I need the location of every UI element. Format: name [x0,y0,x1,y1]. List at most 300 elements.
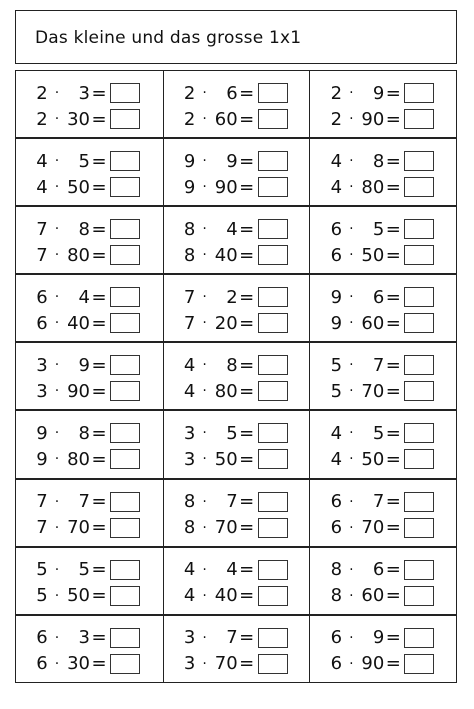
factor-a: 4 [330,150,343,172]
small-multiplication [36,286,140,308]
multiply-dot: · [54,357,60,374]
equals-sign: = [239,517,255,539]
large-multiplication [184,653,288,675]
factor-b: 9 [372,627,385,649]
equals-sign: = [239,627,255,649]
small-multiplication [184,286,288,308]
factor-b: 2 [226,286,238,308]
small-multiplication [184,422,288,444]
equals-sign: = [239,559,255,581]
factor-a: 2 [183,82,196,104]
small-multiplication [330,422,434,444]
factor-a: 7 [36,244,48,266]
equals-sign: = [91,108,107,130]
factor-a: 7 [36,218,48,240]
multiply-dot: · [349,221,354,238]
exercise-row [15,547,457,615]
answer-box[interactable] [404,560,434,580]
answer-box[interactable] [110,654,140,674]
small-multiplication [184,559,288,581]
exercise-cell [309,411,456,477]
multiply-dot: · [54,629,60,646]
equals-sign: = [385,422,401,444]
factor-b: 90 [67,380,90,402]
factor-b: 70 [214,653,238,675]
answer-box[interactable] [110,381,140,401]
answer-box[interactable] [258,518,288,538]
small-multiplication [184,627,288,649]
equals-sign: = [385,150,401,172]
exercise-cell [309,480,456,546]
factor-b: 50 [361,448,385,470]
equals-sign: = [385,627,401,649]
exercise-cell [16,343,163,409]
factor-a: 3 [183,627,196,649]
factor-b: 70 [361,517,385,539]
factor-b: 5 [78,150,90,172]
small-multiplication [36,150,140,172]
factor-b: 90 [214,176,238,198]
equals-sign: = [385,585,401,607]
factor-b: 9 [78,354,90,376]
factor-a: 5 [36,559,48,581]
factor-a: 4 [330,176,343,198]
factor-b: 7 [372,354,385,376]
factor-a: 4 [36,150,48,172]
equals-sign: = [239,108,255,130]
answer-box[interactable] [258,245,288,265]
answer-box[interactable] [110,492,140,512]
answer-box[interactable] [258,381,288,401]
exercise-cell [309,548,456,614]
large-multiplication [36,448,140,470]
equals-sign: = [91,354,107,376]
multiply-dot: · [54,221,60,238]
equals-sign: = [239,244,255,266]
multiply-dot: · [54,383,60,400]
exercise-cell [163,275,310,341]
equals-sign: = [239,653,255,675]
equals-sign: = [91,286,107,308]
factor-a: 8 [183,517,196,539]
factor-a: 4 [183,354,196,376]
small-multiplication [330,286,434,308]
multiply-dot: · [349,153,354,170]
multiply-dot: · [54,179,60,196]
small-multiplication [36,82,140,104]
factor-b: 90 [361,108,385,130]
equals-sign: = [385,559,401,581]
multiply-dot: · [54,315,60,332]
factor-a: 6 [330,627,343,649]
equals-sign: = [385,218,401,240]
factor-a: 6 [36,312,48,334]
multiply-dot: · [349,315,354,332]
factor-a: 9 [330,286,343,308]
answer-box[interactable] [258,654,288,674]
multiply-dot: · [54,561,60,578]
equals-sign: = [385,380,401,402]
factor-a: 9 [183,176,196,198]
small-multiplication [36,218,140,240]
multiply-dot: · [349,451,354,468]
factor-a: 3 [36,354,48,376]
factor-b: 8 [78,218,90,240]
factor-a: 5 [330,380,343,402]
factor-b: 8 [226,354,238,376]
factor-b: 3 [78,627,90,649]
factor-a: 9 [36,422,48,444]
multiply-dot: · [54,153,60,170]
factor-a: 2 [183,108,196,130]
factor-b: 6 [226,82,238,104]
factor-a: 3 [183,422,196,444]
small-multiplication [36,559,140,581]
factor-a: 9 [36,448,48,470]
answer-box[interactable] [110,313,140,333]
answer-box[interactable] [258,628,288,648]
multiply-dot: · [202,153,207,170]
factor-b: 60 [361,585,385,607]
factor-a: 5 [36,585,48,607]
factor-b: 80 [67,448,90,470]
exercise-cell [16,71,163,137]
exercise-row [15,138,457,206]
factor-a: 4 [330,422,343,444]
factor-b: 5 [226,422,238,444]
answer-box[interactable] [404,151,434,171]
multiply-dot: · [54,289,60,306]
answer-box[interactable] [110,109,140,129]
equals-sign: = [91,559,107,581]
large-multiplication [330,380,434,402]
large-multiplication [184,176,288,198]
answer-box[interactable] [258,560,288,580]
factor-a: 9 [183,150,196,172]
equals-sign: = [385,517,401,539]
factor-a: 4 [36,176,48,198]
large-multiplication [36,653,140,675]
exercise-cell [16,139,163,205]
answer-box[interactable] [110,628,140,648]
multiply-dot: · [349,111,354,127]
multiply-dot: · [202,561,207,578]
exercise-cell [16,207,163,273]
factor-b: 90 [361,653,385,675]
answer-box[interactable] [258,287,288,307]
large-multiplication [184,380,288,402]
equals-sign: = [385,354,401,376]
factor-a: 6 [36,286,48,308]
factor-a: 6 [36,653,48,675]
factor-a: 3 [183,653,196,675]
answer-box[interactable] [110,586,140,606]
answer-box[interactable] [258,219,288,239]
answer-box[interactable] [404,423,434,443]
multiply-dot: · [54,451,60,468]
answer-box[interactable] [110,287,140,307]
exercise-cell [163,616,310,682]
equals-sign: = [239,491,255,513]
exercise-grid [15,70,457,683]
answer-box[interactable] [404,177,434,197]
equals-sign: = [91,176,107,198]
multiply-dot: · [202,221,207,238]
answer-box[interactable] [110,355,140,375]
small-multiplication [184,354,288,376]
small-multiplication [36,422,140,444]
multiply-dot: · [349,289,354,306]
factor-b: 50 [67,585,90,607]
answer-box[interactable] [258,313,288,333]
factor-a: 4 [183,559,196,581]
large-multiplication [184,517,288,539]
factor-b: 8 [78,422,90,444]
equals-sign: = [385,108,401,130]
factor-b: 70 [67,517,90,539]
factor-b: 5 [78,559,90,581]
equals-sign: = [239,176,255,198]
answer-box[interactable] [258,177,288,197]
exercise-cell [309,616,456,682]
factor-a: 6 [36,627,48,649]
factor-b: 7 [78,491,90,513]
factor-b: 8 [372,150,385,172]
multiply-dot: · [54,425,60,442]
factor-a: 6 [330,218,343,240]
multiply-dot: · [54,655,60,672]
equals-sign: = [239,150,255,172]
exercise-row [15,410,457,478]
factor-a: 8 [183,244,196,266]
factor-a: 3 [183,448,196,470]
factor-a: 6 [330,491,343,513]
equals-sign: = [91,244,107,266]
factor-a: 6 [330,517,343,539]
answer-box[interactable] [404,449,434,469]
multiply-dot: · [202,425,207,442]
multiply-dot: · [202,383,207,400]
large-multiplication [36,244,140,266]
exercise-row [15,274,457,342]
answer-box[interactable] [404,492,434,512]
multiply-dot: · [349,179,354,196]
answer-box[interactable] [110,560,140,580]
large-multiplication [330,517,434,539]
answer-box[interactable] [110,219,140,239]
small-multiplication [36,491,140,513]
exercise-cell [163,548,310,614]
small-multiplication [330,559,434,581]
answer-box[interactable] [404,586,434,606]
factor-a: 6 [330,653,343,675]
answer-box[interactable] [404,313,434,333]
multiply-dot: · [54,587,60,604]
large-multiplication [36,380,140,402]
factor-b: 40 [214,585,238,607]
answer-box[interactable] [404,381,434,401]
factor-a: 7 [183,312,196,334]
answer-box[interactable] [404,628,434,648]
factor-a: 3 [36,380,48,402]
factor-b: 4 [226,218,238,240]
equals-sign: = [239,286,255,308]
exercise-cell [163,207,310,273]
equals-sign: = [239,312,255,334]
large-multiplication [36,585,140,607]
answer-box[interactable] [258,83,288,103]
exercise-cell [163,411,310,477]
answer-box[interactable] [404,219,434,239]
multiply-dot: · [202,289,207,306]
large-multiplication [330,653,434,675]
small-multiplication [184,82,288,104]
equals-sign: = [239,585,255,607]
factor-a: 8 [183,218,196,240]
equals-sign: = [385,286,401,308]
exercise-cell [309,71,456,137]
equals-sign: = [385,653,401,675]
small-multiplication [36,627,140,649]
factor-b: 50 [361,244,385,266]
multiply-dot: · [349,493,354,510]
answer-box[interactable] [404,83,434,103]
equals-sign: = [385,448,401,470]
exercise-cell [16,548,163,614]
factor-b: 80 [67,244,90,266]
factor-a: 5 [330,354,343,376]
factor-b: 40 [67,312,90,334]
large-multiplication [184,585,288,607]
large-multiplication [36,517,140,539]
answer-box[interactable] [258,355,288,375]
small-multiplication [184,218,288,240]
answer-box[interactable] [110,423,140,443]
small-multiplication [330,150,434,172]
answer-box[interactable] [258,423,288,443]
multiply-dot: · [54,247,60,264]
multiply-dot: · [202,629,207,646]
factor-b: 4 [78,286,90,308]
multiply-dot: · [202,85,207,101]
factor-a: 7 [36,517,48,539]
large-multiplication [36,312,140,334]
exercise-cell [163,343,310,409]
large-multiplication [330,585,434,607]
equals-sign: = [91,491,107,513]
factor-b: 3 [78,82,90,104]
answer-box[interactable] [110,151,140,171]
answer-box[interactable] [110,83,140,103]
answer-box[interactable] [404,245,434,265]
answer-box[interactable] [404,518,434,538]
exercise-row [15,206,457,274]
multiply-dot: · [202,111,207,127]
factor-b: 40 [214,244,238,266]
exercise-cell [16,275,163,341]
equals-sign: = [385,312,401,334]
equals-sign: = [91,585,107,607]
exercise-row [15,479,457,547]
equals-sign: = [239,380,255,402]
factor-a: 2 [36,108,48,130]
answer-box[interactable] [404,355,434,375]
multiply-dot: · [54,85,60,101]
factor-a: 6 [330,244,343,266]
multiply-dot: · [54,493,60,510]
large-multiplication [184,448,288,470]
large-multiplication [184,312,288,334]
equals-sign: = [91,422,107,444]
small-multiplication [184,150,288,172]
multiply-dot: · [202,179,207,196]
answer-box[interactable] [110,245,140,265]
factor-b: 4 [226,559,238,581]
answer-box[interactable] [404,654,434,674]
equals-sign: = [239,354,255,376]
multiply-dot: · [202,587,207,604]
factor-b: 80 [214,380,238,402]
title-box [15,10,457,64]
factor-b: 6 [372,286,385,308]
factor-b: 70 [214,517,238,539]
small-multiplication [330,354,434,376]
equals-sign: = [91,312,107,334]
large-multiplication [36,108,140,130]
factor-b: 50 [67,176,90,198]
answer-box[interactable] [258,109,288,129]
multiply-dot: · [349,85,354,101]
exercise-row [15,70,457,138]
answer-box[interactable] [258,492,288,512]
equals-sign: = [239,82,255,104]
factor-b: 80 [361,176,385,198]
small-multiplication [184,491,288,513]
large-multiplication [330,108,434,130]
factor-b: 30 [67,108,90,130]
answer-box[interactable] [110,177,140,197]
large-multiplication [330,176,434,198]
equals-sign: = [385,244,401,266]
equals-sign: = [239,448,255,470]
large-multiplication [184,244,288,266]
equals-sign: = [91,82,107,104]
factor-b: 20 [214,312,238,334]
small-multiplication [330,218,434,240]
answer-box[interactable] [404,109,434,129]
answer-box[interactable] [110,518,140,538]
factor-b: 9 [226,150,238,172]
multiply-dot: · [202,357,207,374]
answer-box[interactable] [258,151,288,171]
factor-a: 7 [36,491,48,513]
exercise-row [15,342,457,410]
equals-sign: = [239,422,255,444]
small-multiplication [330,627,434,649]
equals-sign: = [91,380,107,402]
answer-box[interactable] [110,449,140,469]
factor-b: 7 [226,491,238,513]
factor-b: 30 [67,653,90,675]
answer-box[interactable] [258,586,288,606]
large-multiplication [330,244,434,266]
exercise-row [15,615,457,683]
factor-a: 4 [183,380,196,402]
answer-box[interactable] [258,449,288,469]
answer-box[interactable] [404,287,434,307]
equals-sign: = [91,448,107,470]
equals-sign: = [385,491,401,513]
